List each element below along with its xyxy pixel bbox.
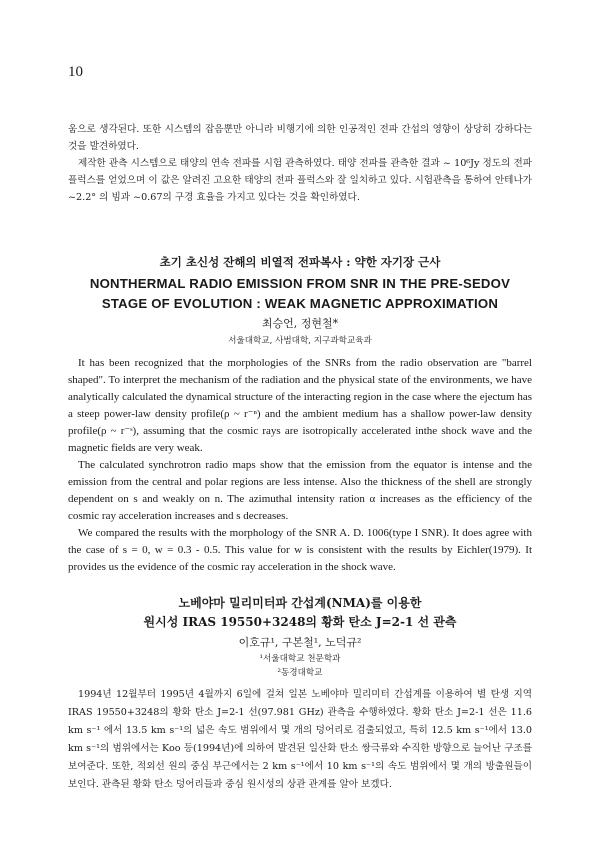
previous-abstract-continuation bbox=[68, 121, 532, 206]
article-title-line-2: 원시성 IRAS 19550+3248의 황화 탄소 J=2-1 선 관측 bbox=[143, 615, 457, 629]
article-title-english-line-1: NONTHERMAL RADIO EMISSION FROM SNR IN THE PRE-SEDOV bbox=[89, 276, 511, 291]
abstract-paragraph: We compared the results with the morphology of the SNR A. D. 1006(type I SNR). It does agree with the case of s = 0, w = 0.3 - 0.5. This value for w is consistent with the results by Eichler(1979). It provides us the evidence of the cosmic ray acceleration in the shock wave. bbox=[68, 527, 532, 573]
continuation-paragraph: 움으로 생각된다. 또한 시스템의 잡음뿐만 아니라 비행기에 의한 인공적인 전파 간섭의 영향이 상당히 강하다는 것을 발견하였다. bbox=[68, 124, 532, 152]
affiliation: 서울대학교, 사범대학, 지구과학교육과 bbox=[228, 336, 372, 346]
affiliation-1: ¹서울대학교 천문학과 bbox=[259, 654, 341, 664]
abstract-paragraph: 1994년 12월부터 1995년 4월까지 6일에 걸쳐 일본 노베야마 밀리미터 간섭계를 이용하여 별 탄생 지역 IRAS 19550+3248의 황화 탄소 J=2-1 선(97.981 GHz) 관측을 수행하였다. 황화 탄소 J=2-1 선은 11.6 km s⁻¹ 에서 13.5 km s⁻¹의 넓은 속도 범위에서 몇 개의 덩어리로 검출되었고, 특히 12.5 km s⁻¹에서 13.0 km s⁻¹의 범위에서는 Koo 등(1994년)에 의하여 발견된 일산화 탄소 쌍극류와 수직한 방향으로 늘어난 구조를 보여준다. 또한, 적외선 원의 중심 부근에서는 2 km s⁻¹에서 10 km s⁻¹의 속도 범위에서 몇 개의 방출원들이 보인다. 관측된 황화 탄소 덩어리들과 중심 원시성의 상관 관계를 알아 보겠다. bbox=[68, 689, 532, 790]
abstract-paragraph: It has been recognized that the morphologies of the SNRs from the radio observation are "barrel shaped". To interpret the mechanism of the radiation and the physical state of the environments, we have analytically calculated the dynamical structure of the interacting region in the case where the ejectum has a steep power-law density profile(ρ ~ r⁻ⁿ) and the ambient medium has a shallow power-law density profile(ρ ~ r⁻ˢ), assuming that the cosmic rays are isotropically accelerated inthe shock wave and the magnetic fields are very weak. bbox=[68, 357, 532, 454]
continuation-paragraph: 제작한 관측 시스템으로 태양의 연속 전파를 시험 관측하였다. 태양 전파를 관측한 결과 ~ 10⁶Jy 정도의 전파 플럭스를 얻었으며 이 값은 알려진 고요한 태양의 전파 플럭스와 잘 일치하고 있다. 시험관측을 통하여 안테나가 ~2.2° 의 빔과 ~0.67의 구경 효율을 가지고 있다는 것을 확인하였다. bbox=[68, 158, 532, 203]
abstract-header-nma bbox=[68, 594, 532, 680]
author-list: 최승언, 정현철* bbox=[261, 317, 339, 330]
abstract-body-nma bbox=[68, 686, 532, 794]
abstract-body-snr bbox=[68, 355, 532, 576]
abstract-paragraph: The calculated synchrotron radio maps show that the emission from the equator is intense and the emission from the central and polar regions are less intense. Also the thickness of the shell are strongly dependent on s and weakly on n. The azimuthal intensity ration α increases as the efficiency of the cosmic ray acceleration increases and s decreases. bbox=[68, 459, 532, 522]
abstract-header-snr bbox=[68, 254, 532, 346]
page-number: 10 bbox=[68, 64, 83, 80]
author-list: 이호규¹, 구본철¹, 노덕규² bbox=[238, 636, 362, 649]
article-title-korean: 초기 초신성 잔해의 비열적 전파복사 : 약한 자기장 근사 bbox=[159, 255, 441, 269]
article-title-line-1: 노베야마 밀리미터파 간섭계(NMA)를 이용한 bbox=[178, 596, 422, 610]
affiliation-2: ²동경대학교 bbox=[277, 668, 323, 678]
article-title-english-line-2: STAGE OF EVOLUTION : WEAK MAGNETIC APPROXIMATION bbox=[101, 296, 499, 311]
